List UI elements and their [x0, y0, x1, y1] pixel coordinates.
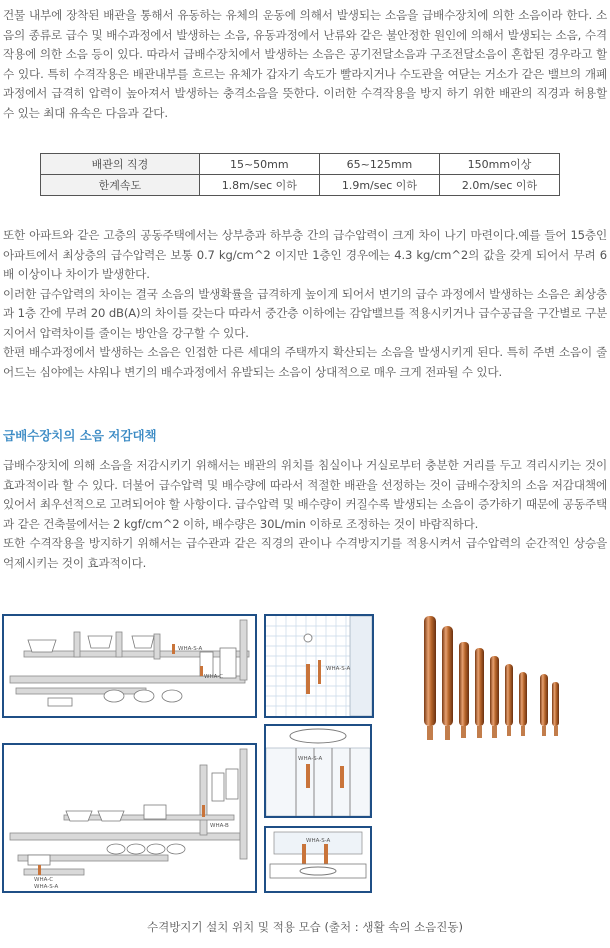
- label-wha-sa: WHA-S-A: [178, 646, 203, 652]
- bathtub-drawing: [266, 726, 370, 816]
- arrester-cylinder: [540, 674, 548, 726]
- arrester-photo: [412, 612, 572, 744]
- vertical-pipe: [240, 620, 247, 680]
- arrester-device: [302, 844, 306, 864]
- toilet-icon: [127, 844, 145, 854]
- arrester-cylinder: [505, 664, 513, 726]
- table-header-diameter: 배관의 직경: [41, 154, 200, 175]
- sink-icon: [28, 640, 56, 652]
- table-cell: 65~125mm: [319, 154, 439, 175]
- basin-icon: [28, 855, 50, 865]
- shower-head-icon: [304, 634, 312, 642]
- sink-icon: [300, 867, 336, 875]
- pressure-paragraph: 이러한 급수압력의 차이는 결국 소음의 발생확률을 급격하게 높이게 되어서 변기의 급수 과정에서 발생하는 소음은 최상층과 1층 간에 무려 20 dB(A)의 차이를 갖는다 따라서 중간층 이하에는 감압밸브를 적용시키거나 급수공급을 구간별로 구분지어서 압력차이를 줄이는 방안을 강구할 수 있다.: [3, 286, 607, 340]
- intro-text: 건물 내부에 장착된 배관을 통해서 유동하는 유체의 운동에 의해서 발생되는 소음을 급배수장치에 의한 소음이라 한다. 소음의 종류로 급수 및 배수과정에서 발생하는 소음, 유동과정에서 난류와 같은 불안정한 원인에 의해서 발생되는 소음, 수격작용에 의한 소음 등이 있다. 따라서 급배수장치에서 발생하는 소음은 공기전달소음과 구조전달소음이 혼합된 경우라고 할 수 있다. 특히 수격작용은 배관내부를 흐르는 유체가 갑자기 속도가 빨라지거나 수도관을 여닫는 거소가 같은 밸브의 개폐과정에서 급격히 압력이 높아져서 발생하는 충격소음을 뜻한다. 이러한 수격작용을 방지 하기 위한 배관의 직경과 허용할 수 있는 최대 유속은 다음과 같다.: [3, 8, 607, 120]
- arrester-device: [200, 666, 203, 676]
- label-wha-c: WHA-C: [34, 877, 54, 883]
- urinal-icon: [212, 773, 224, 801]
- urinal-icon: [226, 769, 238, 799]
- reduction-section: [3, 456, 607, 573]
- table-cell: 150mm이상: [440, 154, 560, 175]
- label-wha-sa: WHA-S-A: [326, 666, 351, 672]
- arrester-device: [340, 766, 344, 788]
- plumbing-diagram-bottom: [2, 743, 257, 893]
- vanity-drawing: [266, 828, 370, 891]
- arrester-device: [306, 664, 310, 694]
- label-wha-c: WHA-C: [204, 674, 224, 680]
- toilet-icon: [107, 844, 125, 854]
- plumbing-drawing: [4, 745, 255, 891]
- label-wha-sa: WHA-S-A: [306, 838, 331, 844]
- upper-pipe: [24, 651, 249, 657]
- table-cell: 15~50mm: [199, 154, 319, 175]
- arrester-device: [202, 805, 205, 817]
- arrester-device: [306, 764, 310, 788]
- table-cell: 2.0m/sec 이하: [440, 175, 560, 196]
- toilet-icon: [134, 690, 154, 702]
- arrester-cylinder: [424, 616, 436, 726]
- arrester-device: [324, 844, 328, 864]
- table-row: [41, 175, 560, 196]
- velocity-table: [40, 153, 560, 196]
- label-wha-sa: WHA-S-A: [298, 756, 323, 762]
- sink-icon: [66, 811, 92, 821]
- vertical-pipe: [240, 749, 247, 859]
- reduction-paragraph: 또한 수격작용을 방지하기 위해서는 급수관과 같은 직경의 관이나 수격방지기를 적용시켜서 급수압력의 순간적인 상승을 억제시키는 것이 효과적이다.: [3, 536, 607, 570]
- tiled-wall-drawing: [266, 616, 372, 716]
- sink-icon: [132, 636, 154, 648]
- toilet-icon: [147, 844, 165, 854]
- label-wha-sa: WHA-S-A: [34, 884, 59, 890]
- pressure-paragraph: 한편 배수과정에서 발생하는 소음은 인접한 다른 세대의 주택까지 확산되는 소음을 발생시키게 된다. 특히 주변 소음이 줄어드는 심야에는 샤워나 변기의 배수과정에서 유발되는 소음이 상대적으로 매우 크게 전파될 수 있다.: [3, 345, 607, 379]
- arrester-device: [38, 865, 41, 875]
- pressure-section: [3, 226, 607, 382]
- arrester-cylinder: [552, 682, 559, 726]
- door-panel: [350, 616, 372, 716]
- table-row: [41, 154, 560, 175]
- pressure-paragraph: 또한 아파트와 같은 고층의 공동주택에서는 상부층과 하부층 간의 급수압력이 크게 차이 나기 마련이다.예를 들어 15층인 아파트에서 최상층의 급수압력은 보통 0.7 kg/cm^2 이지만 1층인 경우에는 4.3 kg/cm^2의 값을 갖게 되어서 무려 6배 이상이나 차이가 발생한다.: [3, 228, 607, 281]
- sink-icon: [88, 636, 112, 648]
- arrester-cylinder: [475, 648, 484, 726]
- table-header-limit: 한계속도: [41, 175, 200, 196]
- arrester-cylinder: [442, 626, 453, 726]
- table-cell: 1.9m/sec 이하: [319, 175, 439, 196]
- arrester-device: [318, 660, 321, 684]
- arrester-cylinder: [519, 672, 527, 726]
- reduction-paragraph: 급배수장치에 의해 소음을 저감시키기 위해서는 배관의 위치를 침실이나 거실로부터 충분한 거리를 두고 격리시키는 것이 효과적이라 할 수 있다. 더불어 급수압력 및 배수량에 따라서 적절한 배관을 선정하는 것이 급배수장치의 소음 저감대책에 있어서 최우선적으로 고려되어야 할 사항이다. 급수압력 및 배수량이 커질수록 발생되는 소음이 증가하기 때문에 공동주택과 같은 건축물에서는 2 kgf/cm^2 이하, 배수량은 30L/min 이하로 조정하는 것이 바람직하다.: [3, 458, 607, 531]
- plumbing-diagram-top: [2, 614, 257, 718]
- tiled-wall-diagram: [264, 614, 374, 718]
- basin-icon: [48, 698, 72, 706]
- arrester-products: [412, 612, 572, 744]
- toilet-icon: [162, 690, 182, 702]
- arrester-device: [172, 644, 175, 654]
- toilet-icon: [104, 690, 124, 702]
- arrester-cylinder: [490, 656, 499, 726]
- vanity-diagram: [264, 826, 372, 893]
- cabinet-icon: [144, 805, 166, 819]
- plumbing-drawing: [4, 616, 255, 716]
- figure-caption: 수격방지기 설치 위치 및 적용 모습 (출처 : 생활 속의 소음진동): [146, 920, 464, 934]
- bathtub-icon: [290, 729, 346, 743]
- sink-icon: [98, 811, 124, 821]
- table-cell: 1.8m/sec 이하: [199, 175, 319, 196]
- section-title: 급배수장치의 소음 저감대책: [3, 428, 157, 443]
- label-wha-b: WHA-B: [210, 823, 229, 829]
- intro-paragraph: [3, 6, 607, 123]
- bathtub-diagram: [264, 724, 372, 818]
- arrester-cylinder: [459, 642, 469, 726]
- toilet-icon: [167, 844, 185, 854]
